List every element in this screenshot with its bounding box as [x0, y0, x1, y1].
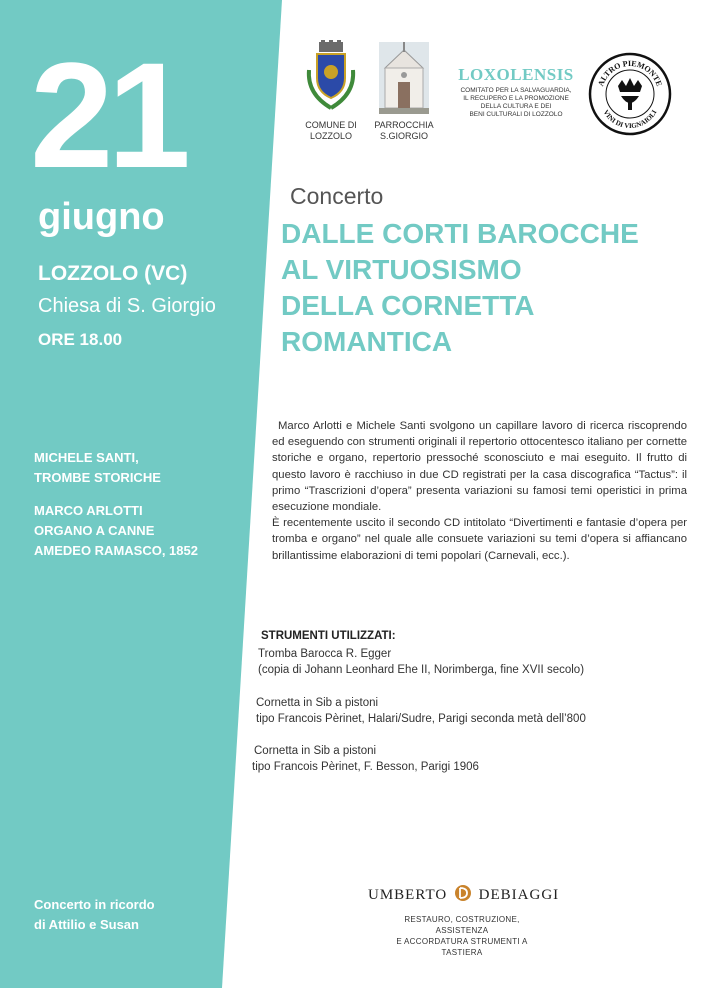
parrocchia-logo-block: [370, 42, 438, 142]
description-paragraph-1: Marco Arlotti e Michele Santi svolgono un capillare lavoro di ricerca riscoprendo ed eseguendo con strumenti originali il repertorio ottocentesco italiano per cornette storiche e organo, repertorio pressoché sconosciuto e mai eseguito. Il frutto di questo lavoro è racchiuso in due CD registrati per la casa discografica “Tactus”: il primo “Trascrizioni d’opera” presenta variazioni su famosi temi operistici in prima esecuzione mondiale.: [272, 420, 687, 514]
loxolensis-line-4: BENI CULTURALI DI LOZZOLO: [469, 111, 563, 118]
loxolensis-name: LOXOLENSIS: [458, 65, 574, 84]
seal-bottom-text: VINI DI VIGNAIOLI: [601, 108, 659, 131]
instrument-item-3: [252, 743, 479, 775]
instrument-2-detail: tipo Francois Pèrinet, Halari/Sudre, Parigi seconda metà dell’800: [256, 713, 586, 725]
sponsor-logo: [368, 884, 559, 904]
comune-label: [300, 120, 362, 142]
concert-description: [272, 418, 687, 564]
memorial-line-2: di Attilio e Susan: [34, 917, 139, 932]
event-month: giugno: [38, 196, 165, 238]
performer-2-role: ORGANO A CANNE: [34, 523, 155, 538]
concert-label: Concerto: [290, 183, 384, 209]
wine-seal-icon: [588, 52, 672, 136]
church-photo-icon: [379, 42, 429, 114]
instrument-3-name: Cornetta in Sib a pistoni: [254, 745, 377, 757]
sponsor-tagline: [382, 914, 542, 958]
concert-title-line-2: AL VIRTUOSISMO: [281, 254, 522, 285]
description-paragraph-2: È recentemente uscito il secondo CD intitolato “Divertimenti e fantasie d’opera per tromba e organo” nel quale alle consuete variazioni su temi d’opera si affiancano brillantissime elaborazioni di temi popolari (Carnevali, ecc.).: [272, 517, 687, 562]
concert-title-line-3: DELLA CORNETTA: [281, 290, 535, 321]
event-church: Chiesa di S. Giorgio: [38, 295, 216, 317]
comune-line-2: LOZZOLO: [309, 131, 352, 141]
event-place: LOZZOLO (VC): [38, 262, 188, 285]
sponsor-name-left: UMBERTO: [368, 887, 448, 903]
concert-title-line-1: DALLE CORTI BAROCCHE: [281, 218, 639, 249]
instrument-1-name: Tromba Barocca R. Egger: [258, 648, 392, 660]
concert-title: [281, 216, 639, 360]
performer-2-extra: AMEDEO RAMASCO, 1852: [34, 543, 198, 558]
coat-of-arms-icon: [303, 40, 359, 116]
parrocchia-line-2: S.GIORGIO: [379, 131, 428, 141]
performer-1: [34, 448, 161, 488]
instrument-1-detail: (copia di Johann Leonhard Ehe II, Norimberga, fine XVII secolo): [258, 664, 585, 676]
parrocchia-label: [370, 120, 438, 142]
instrument-2-name: Cornetta in Sib a pistoni: [256, 697, 379, 709]
seal-top-text: ALTRO PIEMONTE: [596, 58, 664, 88]
instrument-item-2: [256, 695, 586, 727]
parrocchia-line-1: PARROCCHIA: [374, 120, 434, 130]
sponsor-name-right: DEBIAGGI: [478, 887, 560, 903]
loxolensis-line-2: IL RECUPERO E LA PROMOZIONE: [463, 95, 569, 102]
comune-logo-block: [300, 40, 362, 142]
sponsor-tagline-1: RESTAURO, COSTRUZIONE, ASSISTENZA: [404, 915, 520, 935]
loxolensis-logo-block: [458, 65, 574, 119]
instrument-3-detail: tipo Francois Pèrinet, F. Besson, Parigi 1906: [252, 761, 479, 773]
memorial-line-1: Concerto in ricordo: [34, 897, 155, 912]
performer-1-name: MICHELE SANTI,: [34, 450, 139, 465]
memorial-note: [34, 895, 155, 935]
comune-line-1: COMUNE DI: [305, 120, 357, 130]
performer-1-role: TROMBE STORICHE: [34, 470, 161, 485]
instruments-heading: STRUMENTI UTILIZZATI:: [261, 630, 396, 642]
performer-2: [34, 501, 198, 561]
sponsor-emblem-icon: [454, 884, 472, 902]
event-time: ORE 18.00: [38, 330, 123, 349]
altro-piemonte-seal: [588, 52, 672, 136]
performer-2-name: MARCO ARLOTTI: [34, 503, 143, 518]
loxolensis-line-1: COMITATO PER LA SALVAGUARDIA,: [460, 87, 572, 94]
instrument-item-1: [258, 646, 584, 678]
loxolensis-caption: [458, 87, 574, 119]
event-day: 21: [30, 31, 185, 199]
sponsor-tagline-2: E ACCORDATURA STRUMENTI A TASTIERA: [396, 937, 528, 957]
loxolensis-line-3: DELLA CULTURA E DEI: [480, 103, 552, 110]
concert-title-line-4: ROMANTICA: [281, 326, 453, 357]
